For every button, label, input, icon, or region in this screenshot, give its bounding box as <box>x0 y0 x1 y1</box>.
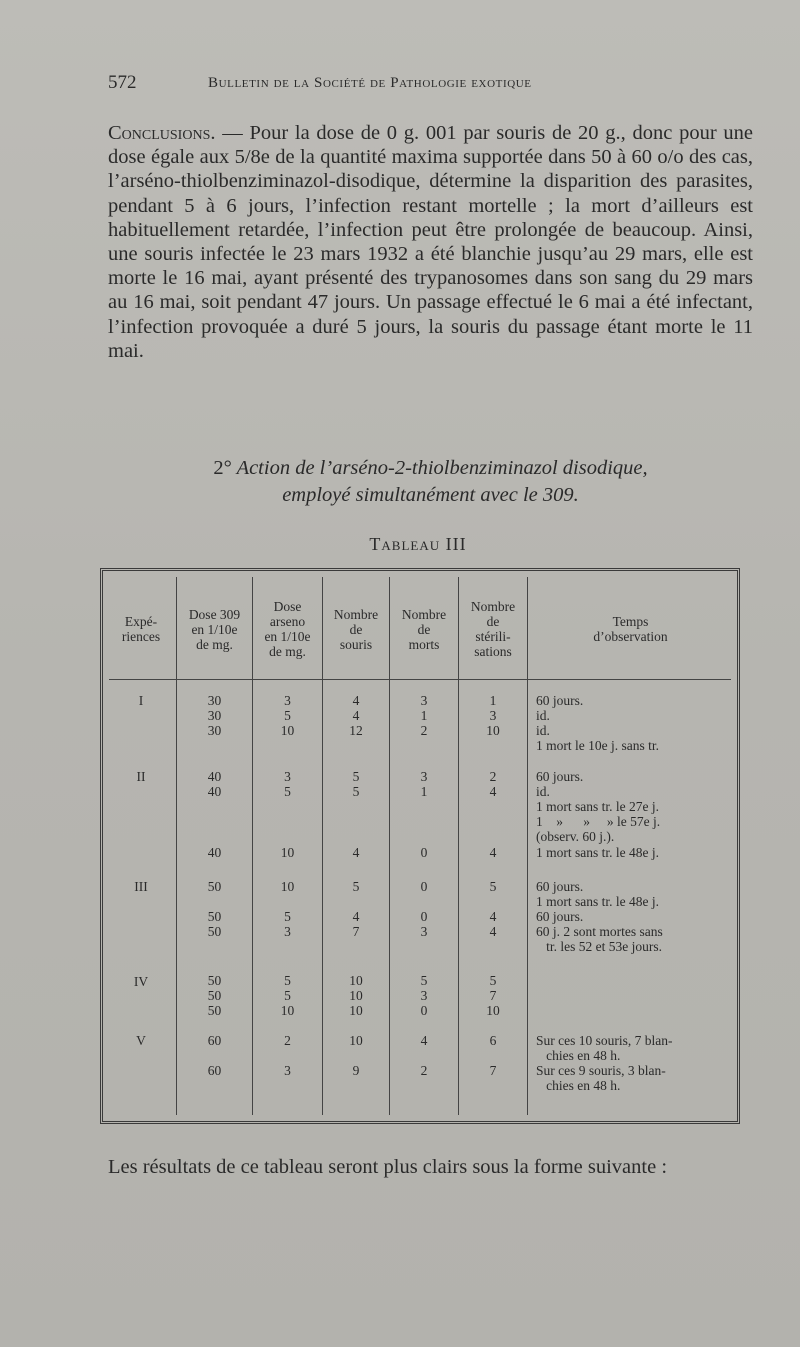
nombre-souris-cell: 9 <box>352 1063 360 1078</box>
nombre-morts-cell: 0 <box>420 845 428 860</box>
header-nombre-souris: Nombre de souris <box>333 606 379 652</box>
nombre-sterilisations-cell: 5 <box>489 973 497 988</box>
nombre-souris-cell: 5 <box>352 879 360 894</box>
dose-arseno-cell: 5 <box>284 784 291 799</box>
dose-arseno-cell: 10 <box>280 723 295 738</box>
nombre-souris-cell: 12 <box>349 723 363 738</box>
group-label: IV <box>133 974 149 989</box>
nombre-sterilisations-cell: 4 <box>489 845 497 860</box>
observation-cell: id. 1 mort le 10e j. sans tr. <box>536 723 659 753</box>
header-experiences: Expé- riences <box>121 614 161 644</box>
nombre-morts-cell: 1 <box>420 784 428 799</box>
nombre-souris-cell: 10 <box>349 973 363 988</box>
dose-309-cell: 50 <box>207 973 222 988</box>
nombre-souris-cell: 4 <box>352 708 360 723</box>
observation-cell: 60 jours. <box>536 909 584 924</box>
nombre-souris-cell: 4 <box>352 909 360 924</box>
section-heading <box>108 455 753 509</box>
dose-309-cell: 30 <box>207 708 222 723</box>
header-dose-309: Dose 309 en 1/10e de mg. <box>188 606 241 652</box>
group-label: II <box>136 769 146 784</box>
conclusions-text: — Pour la dose de 0 g. 001 par souris de 20 g., donc pour une dose égale aux 5/8e de la quantité maxima supportée dans 50 à 60 o/o des cas, l’arséno-thiolbenziminazol-disodique, détermine la disparition des parasites, pendant 5 à 6 jours, l’infection restant mortelle ; la mort d’ailleurs est habituellement retardée, l’infection peut être prolongée de beaucoup. Ainsi, une souris infectée le 23 mars 1932 a été blanchie jusqu’au 29 mars, elle est morte le 16 mai, ayant présenté des trypanosomes dans son sang du 29 mars au 16 mai, soit pendant 47 jours. Un passage effectué le 6 mai a été infectant, l’infection provoquée a duré 5 jours, la souris du passage étant morte le 11 mai. <box>108 122 753 362</box>
nombre-morts-cell: 3 <box>420 693 428 708</box>
dose-309-cell: 30 <box>207 693 222 708</box>
dose-309-cell: 60 <box>207 1063 222 1078</box>
observation-cell: 60 jours. 1 mort sans tr. le 48e j. <box>536 879 659 909</box>
dose-arseno-cell: 2 <box>284 1033 291 1048</box>
nombre-morts-cell: 3 <box>420 988 428 1003</box>
nombre-souris-cell: 5 <box>352 769 360 784</box>
dose-309-cell: 50 <box>207 1003 222 1018</box>
header-temps-observation: Temps d’observation <box>593 614 668 644</box>
dose-arseno-cell: 10 <box>280 1003 295 1018</box>
nombre-sterilisations-cell: 7 <box>489 988 497 1003</box>
nombre-morts-cell: 4 <box>420 1033 428 1048</box>
observation-cell: 60 jours. <box>536 769 584 784</box>
page-number: 572 <box>108 72 137 93</box>
dose-309-cell: 40 <box>207 769 222 784</box>
conclusions-label: Conclusions. <box>108 122 216 144</box>
table-caption: Tableau III <box>369 534 467 554</box>
observation-cell: Sur ces 9 souris, 3 blan- chies en 48 h. <box>536 1063 666 1093</box>
dose-arseno-cell: 3 <box>284 769 291 784</box>
header-nombre-sterilisations: Nombre de stérili- sations <box>470 599 516 659</box>
nombre-souris-cell: 4 <box>352 845 360 860</box>
dose-309-cell: 40 <box>207 845 222 860</box>
observation-cell: id. 1 mort sans tr. le 27e j. 1 » » » le 57e j. (observ. 60 j.). <box>536 784 661 844</box>
nombre-sterilisations-cell: 1 <box>489 693 497 708</box>
dose-arseno-cell: 5 <box>284 988 291 1003</box>
dose-309-cell: 50 <box>207 879 222 894</box>
nombre-souris-cell: 10 <box>349 1003 363 1018</box>
dose-309-cell: 60 <box>207 1033 222 1048</box>
dose-309-cell: 50 <box>207 988 222 1003</box>
dose-309-cell: 50 <box>207 924 222 939</box>
header-nombre-morts: Nombre de morts <box>401 606 447 652</box>
nombre-souris-cell: 7 <box>352 924 360 939</box>
nombre-morts-cell: 0 <box>420 879 428 894</box>
group-label: V <box>136 1033 146 1048</box>
nombre-souris-cell: 10 <box>349 1033 363 1048</box>
observation-cell: 60 j. 2 sont mortes sans tr. les 52 et 53e jours. <box>536 924 663 954</box>
closing-paragraph: Les résultats de ce tableau seront plus clairs sous la forme suivante : <box>108 1156 668 1178</box>
section-number: 2° <box>213 457 232 479</box>
nombre-sterilisations-cell: 5 <box>489 879 497 894</box>
nombre-souris-cell: 5 <box>352 784 360 799</box>
dose-arseno-cell: 5 <box>284 973 291 988</box>
nombre-sterilisations-cell: 4 <box>489 909 497 924</box>
nombre-sterilisations-cell: 10 <box>486 1003 500 1018</box>
header-rule <box>109 679 731 680</box>
observation-cell: 60 jours. <box>536 693 584 708</box>
page-header <box>108 72 688 102</box>
dose-309-cell: 30 <box>207 723 222 738</box>
nombre-morts-cell: 3 <box>420 924 428 939</box>
nombre-morts-cell: 2 <box>420 723 428 738</box>
nombre-sterilisations-cell: 2 <box>489 769 497 784</box>
dose-309-cell: 40 <box>207 784 222 799</box>
nombre-morts-cell: 2 <box>420 1063 428 1078</box>
nombre-sterilisations-cell: 6 <box>489 1033 497 1048</box>
nombre-souris-cell: 10 <box>349 988 363 1003</box>
dose-309-cell: 50 <box>207 909 222 924</box>
header-dose-arseno: Dose arseno en 1/10e de mg. <box>264 599 311 659</box>
nombre-morts-cell: 0 <box>420 909 428 924</box>
nombre-morts-cell: 0 <box>420 1003 428 1018</box>
nombre-sterilisations-cell: 3 <box>489 708 497 723</box>
nombre-sterilisations-cell: 4 <box>489 784 497 799</box>
running-title: Bulletin de la Société de Pathologie exotique <box>208 75 532 91</box>
nombre-sterilisations-cell: 10 <box>486 723 500 738</box>
observation-cell: Sur ces 10 souris, 7 blan- chies en 48 h. <box>536 1033 673 1063</box>
group-label: III <box>134 879 148 894</box>
results-table <box>100 568 740 1124</box>
observation-cell: id. <box>536 708 550 723</box>
dose-arseno-cell: 3 <box>284 924 291 939</box>
nombre-morts-cell: 5 <box>420 973 428 988</box>
nombre-sterilisations-cell: 7 <box>489 1063 497 1078</box>
nombre-morts-cell: 3 <box>420 769 428 784</box>
nombre-souris-cell: 4 <box>352 693 360 708</box>
nombre-sterilisations-cell: 4 <box>489 924 497 939</box>
dose-arseno-cell: 3 <box>284 1063 291 1078</box>
nombre-morts-cell: 1 <box>420 708 428 723</box>
dose-arseno-cell: 5 <box>284 909 291 924</box>
dose-arseno-cell: 3 <box>284 693 291 708</box>
dose-arseno-cell: 5 <box>284 708 291 723</box>
section-title-line-2: employé simultanément avec le 309. <box>282 484 579 506</box>
dose-arseno-cell: 10 <box>280 879 295 894</box>
dose-arseno-cell: 10 <box>280 845 295 860</box>
group-label: I <box>138 693 144 708</box>
observation-cell: 1 mort sans tr. le 48e j. <box>536 845 659 860</box>
conclusions-paragraph <box>108 121 753 363</box>
section-title-line-1: Action de l’arséno-2-thiolbenziminazol disodique, <box>236 457 648 479</box>
